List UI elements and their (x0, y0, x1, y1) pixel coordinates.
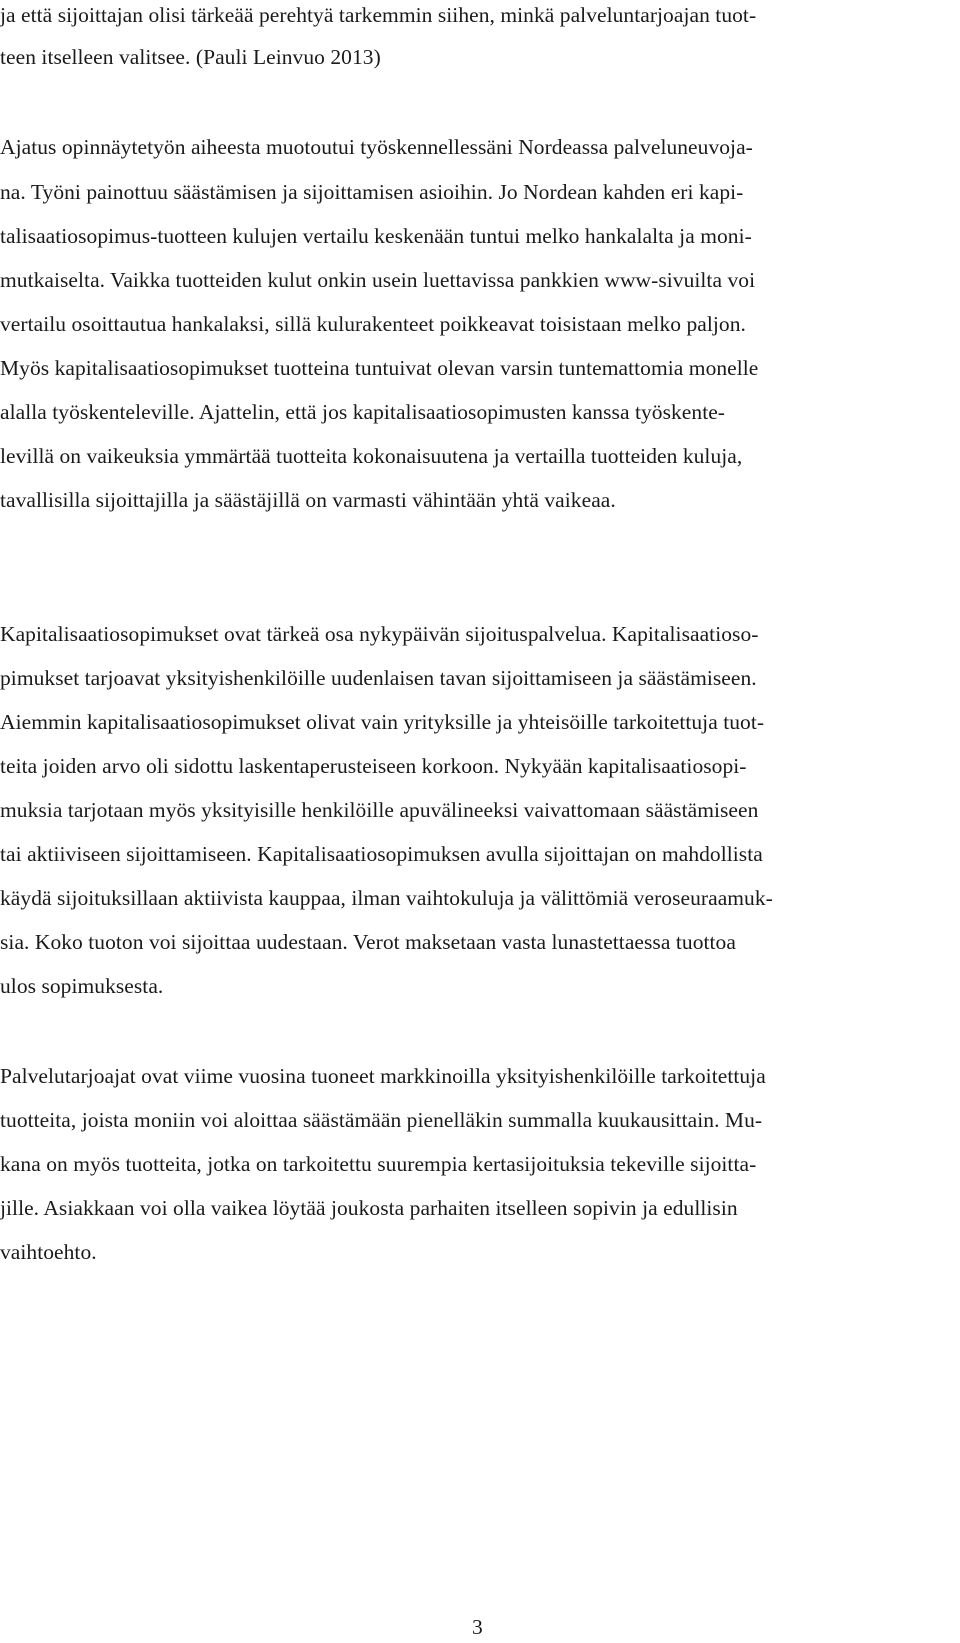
text-line: Ajatus opinnäytetyön aiheesta muotoutui työskennellessäni Nordeassa palveluneuvoja- (0, 135, 753, 159)
text-line: na. Työni painottuu säästämisen ja sijoittamisen asioihin. Jo Nordean kahden eri kapi- (0, 180, 744, 204)
text-line: teen itselleen valitsee. (Pauli Leinvuo 2013) (0, 45, 381, 69)
text-line: kana on myös tuotteita, jotka on tarkoitettu suurempia kertasijoituksia tekeville sijoitta- (0, 1152, 757, 1176)
text-line: vertailu osoittautua hankalaksi, sillä kulurakenteet poikkeavat toisistaan melko paljon. (0, 312, 746, 336)
text-line: Aiemmin kapitalisaatiosopimukset olivat vain yrityksille ja yhteisöille tarkoitettuja tuot- (0, 710, 765, 734)
text-line: tuotteita, joista moniin voi aloittaa säästämään pienelläkin summalla kuukausittain. Mu- (0, 1108, 763, 1132)
text-line: jille. Asiakkaan voi olla vaikea löytää joukosta parhaiten itselleen sopivin ja edullisin (0, 1196, 738, 1220)
text-line: Myös kapitalisaatiosopimukset tuotteina tuntuivat olevan varsin tuntemattomia monelle (0, 356, 759, 380)
text-line: käydä sijoituksillaan aktiivista kauppaa, ilman vaihtokuluja ja välittömiä veroseuraamuk- (0, 886, 773, 910)
text-line: levillä on vaikeuksia ymmärtää tuotteita kokonaisuutena ja vertailla tuotteiden kuluja, (0, 444, 743, 468)
text-line: vaihtoehto. (0, 1240, 97, 1264)
text-line: alalla työskenteleville. Ajattelin, että jos kapitalisaatiosopimusten kanssa työskente- (0, 400, 726, 424)
text-line: tai aktiiviseen sijoittamiseen. Kapitalisaatiosopimuksen avulla sijoittajan on mahdollista (0, 842, 763, 866)
text-line: sia. Koko tuoton voi sijoittaa uudestaan. Verot maksetaan vasta lunastettaessa tuottoa (0, 930, 736, 954)
text-line: ulos sopimuksesta. (0, 974, 164, 998)
text-line: talisaatiosopimus-tuotteen kulujen vertailu keskenään tuntui melko hankalalta ja moni- (0, 224, 752, 248)
text-line: muksia tarjotaan myös yksityisille henkilöille apuvälineeksi vaivattomaan säästämiseen (0, 798, 759, 822)
text-line: teita joiden arvo oli sidottu laskentaperusteiseen korkoon. Nykyään kapitalisaatiosopi- (0, 754, 747, 778)
page-number: 3 (472, 1615, 483, 1639)
text-line: mutkaiselta. Vaikka tuotteiden kulut onkin usein luettavissa pankkien www-sivuilta voi (0, 268, 756, 292)
text-line: tavallisilla sijoittajilla ja säästäjillä on varmasti vähintään yhtä vaikeaa. (0, 488, 616, 512)
text-line: pimukset tarjoavat yksityishenkilöille uudenlaisen tavan sijoittamiseen ja säästämiseen. (0, 666, 757, 690)
text-line: Palvelutarjoajat ovat viime vuosina tuoneet markkinoilla yksityishenkilöille tarkoitettuja (0, 1064, 766, 1088)
text-line: Kapitalisaatiosopimukset ovat tärkeä osa nykypäivän sijoituspalvelua. Kapitalisaatioso- (0, 622, 759, 646)
text-line: ja että sijoittajan olisi tärkeää perehtyä tarkemmin siihen, minkä palveluntarjoajan tuot- (0, 3, 757, 27)
